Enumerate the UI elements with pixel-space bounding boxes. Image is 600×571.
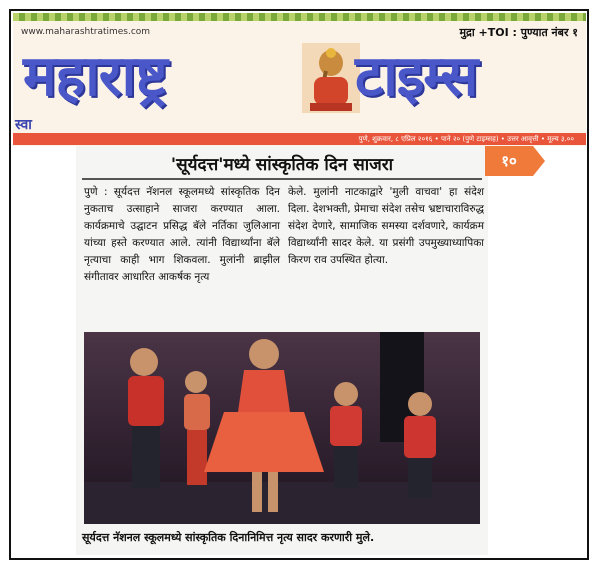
photo-caption: सूर्यदत्त नॅशनल स्कूलमध्ये सांस्कृतिक दिनानिमित्त नृत्य सादर करणारी मुले.	[82, 531, 375, 544]
dateline-text: पुणे, शुक्रवार, ८ एप्रिल २०१६ • पाने २० (पुणे टाइम्सह) • उत्तर आवृत्ती • मूल्य ३.००	[358, 135, 574, 143]
article-column-right: केले. मुलांनी नाटकाद्वारे 'मुली वाचवा' हा संदेश दिला. देशभक्ती, प्रेमाचा संदेश तसेच भ्रष्टाचाराविरुद्ध संदेश देणारे, सामाजिक समस्या दर्शवणारे, कार्यक्रम विद्यार्थ्यांनी सादर केले. या प्रसंगी उपमुख्याध्यापिका किरण राव उपस्थित होत्या.	[288, 186, 484, 266]
article-column-left: पुणे : सूर्यदत्त नॅशनल स्कूलमध्ये सांस्कृतिक दिन नुकताच उत्साहाने साजरा करण्यात आला. कार्यक्रमाचे उद्घाटन प्रसिद्ध बॅले नर्तिका जुलिआना यांच्या हस्ते करण्यात आले. त्यांनी विद्यार्थ्यांना बॅले नृत्याचा काही भाग शिकवला. मुलांनी ब्राझील संगीतावर आधारित आकर्षक नृत्य	[84, 186, 280, 283]
page-number-tag: १०	[485, 146, 533, 176]
site-url: www.maharashtratimes.com	[21, 27, 151, 37]
brand-title-right: टाइम्स	[355, 44, 478, 109]
article-photo	[84, 332, 480, 524]
section-tag: स्वा	[15, 117, 32, 133]
headline-divider	[82, 178, 482, 180]
brand-title-left: महाराष्ट्र	[23, 44, 167, 109]
dateline-bar	[13, 133, 586, 145]
edition-tagline: मुद्रा +TOI : पुण्यात नंबर १	[459, 26, 578, 39]
ganesha-logo-icon	[302, 43, 360, 113]
news-article	[76, 146, 488, 555]
newspaper-brand	[17, 41, 582, 113]
newspaper-masthead	[13, 13, 586, 146]
decorative-strip	[13, 13, 586, 21]
article-headline: 'सूर्यदत्त'मध्ये सांस्कृतिक दिन साजरा	[170, 155, 394, 175]
